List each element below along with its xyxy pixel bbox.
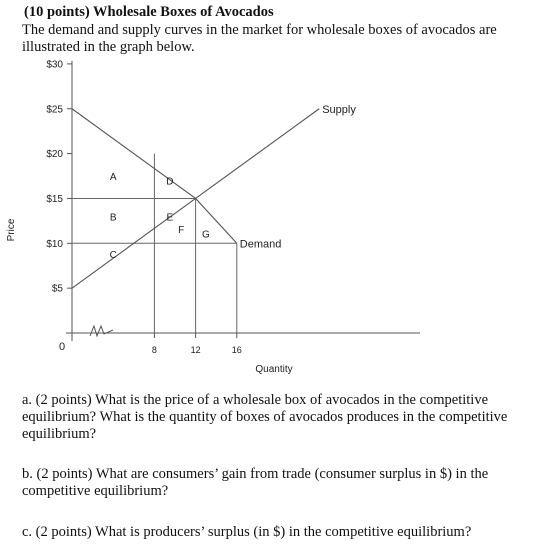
problem-title: (10 points) Wholesale Boxes of Avocados [24, 4, 274, 20]
area-label-g: G [202, 229, 210, 241]
area-label-a: A [109, 172, 117, 184]
x-tick-label: 12 [190, 345, 201, 355]
x-axis-title: Quantity [255, 364, 293, 375]
x-tick-label: 16 [231, 345, 242, 355]
area-label-b: B [109, 212, 117, 224]
x-tick-label: 8 [151, 345, 157, 355]
y-tick-label: $25 [46, 104, 63, 116]
demand-label: Demand [239, 238, 282, 251]
question-b: b. (2 points) What are consumers’ gain from trade (consumer surplus in $) in the competitive equilibrium? [22, 466, 489, 499]
area-label-c: C [109, 250, 117, 262]
y-axis-title: Price [6, 218, 17, 242]
question-a: a. (2 points) What is the price of a wholesale box of avocados in the competitive equilibrium? What is the quantity of boxes of avocados produces in the competitive equilibrium? [22, 392, 508, 442]
axis-break-mark [90, 326, 113, 336]
y-tick-label: $5 [51, 283, 63, 295]
y-tick-label: $20 [46, 149, 63, 161]
problem-intro: The demand and supply curves in the market for wholesale boxes of avocados are illustrated in the graph below. [22, 22, 497, 55]
supply-label: Supply [322, 103, 356, 116]
chart-labels [110, 172, 210, 261]
question-c: c. (2 points) What is producers’ surplus (in $) in the competitive equilibrium? [22, 524, 472, 540]
y-tick-label: $15 [46, 193, 63, 205]
area-label-d: D [166, 176, 174, 188]
area-label-f: F [178, 224, 185, 236]
origin-label: 0 [58, 341, 66, 353]
chart-guide-lines [72, 154, 237, 333]
y-tick-label: $10 [46, 238, 63, 250]
y-tick-label: $30 [46, 59, 63, 71]
area-label-e: E [166, 212, 174, 224]
